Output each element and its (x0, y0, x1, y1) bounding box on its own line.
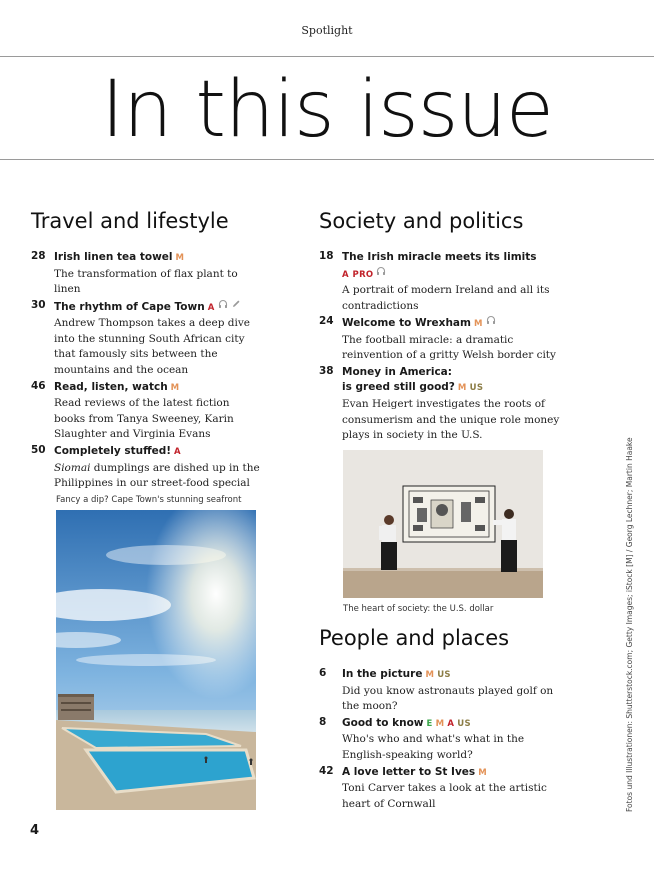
headphones-icon (486, 315, 496, 331)
list-item[interactable] (31, 250, 263, 298)
list-item[interactable] (319, 365, 564, 444)
top-divider (0, 56, 654, 57)
badge-us: US (457, 718, 471, 729)
entry-desc: Andrew Thompson takes a deep dive into the stunning South African city that famously sits between the mountains and the ocean (54, 317, 251, 376)
entry-title: A love letter to St Ives (342, 765, 476, 778)
list-item[interactable] (319, 315, 564, 364)
page-number: 46 (31, 379, 46, 392)
badge-m: M (175, 253, 185, 263)
list-item[interactable] (319, 667, 564, 715)
society-entries (319, 250, 564, 445)
badge-m: M (457, 383, 467, 394)
badge-a: A (342, 269, 349, 280)
pencil-icon (231, 299, 241, 315)
badge-e: E (426, 718, 433, 729)
list-item[interactable] (319, 716, 564, 764)
badge-us: US (469, 383, 484, 394)
entry-title: The rhythm of Cape Town (54, 300, 205, 313)
entry-title: Completely stuffed! (54, 444, 172, 457)
dollar-photo (343, 450, 543, 598)
page-number: 24 (319, 315, 334, 328)
entry-desc: The transformation of flax plant to linen (54, 267, 238, 296)
entry-title: Welcome to Wrexham (342, 316, 471, 329)
badge-pro: PRO (352, 269, 374, 280)
entry-title: The Irish miracle meets its limits (342, 251, 537, 263)
heading-society: Society and politics (319, 209, 524, 233)
caption-capetown: Fancy a dip? Cape Town's stunning seafront (56, 495, 242, 505)
list-item[interactable] (31, 444, 263, 492)
entry-title: Read, listen, watch (54, 380, 168, 393)
page-number: 8 (319, 715, 327, 728)
page-number: 50 (31, 443, 46, 456)
photo-credit: Fotos und Illustrationen: Shutterstock.com; Getty Images; iStock [M] / Georg Lechner; Martin Haake (625, 437, 634, 812)
page-number: 6 (319, 667, 327, 679)
capetown-photo (56, 510, 256, 810)
badge-us: US (437, 670, 451, 680)
list-item[interactable] (319, 250, 564, 314)
badge-m: M (425, 670, 435, 680)
page-number: 38 (319, 364, 334, 377)
badge-m: M (170, 382, 180, 393)
entry-desc-rest: dumplings are dished up in the Philippines in our street-food special (54, 461, 260, 490)
page-number: 28 (31, 250, 46, 262)
badge-a: A (174, 446, 181, 457)
caption-dollar: The heart of society: the U.S. dollar (343, 604, 494, 614)
badge-a: A (447, 718, 455, 729)
entry-title: Good to know (342, 716, 424, 729)
entry-desc: Evan Heigert investigates the roots of consumerism and the unique role money plays in society in the U.S. (342, 397, 560, 442)
travel-entries (31, 250, 263, 493)
entry-desc (54, 461, 263, 492)
badge-m: M (435, 718, 445, 729)
entry-title-2: is greed still good? (342, 381, 455, 394)
list-item[interactable] (319, 765, 564, 813)
entry-desc: Toni Carver takes a look at the artistic heart of Cornwall (342, 782, 547, 810)
entry-title: Money in America: (342, 365, 452, 378)
badge-m: M (478, 767, 487, 778)
entry-desc: Who's who and what's what in the English-speaking world? (342, 733, 525, 761)
entry-desc: Read reviews of the latest fiction books from Tanya Sweeney, Karin Slaughter and Virginia Evans (54, 397, 234, 441)
entry-desc-italic: Siomai (54, 461, 91, 474)
page-number: 42 (319, 764, 334, 777)
headphones-icon (218, 299, 228, 315)
entry-title: Irish linen tea towel (54, 251, 173, 263)
entry-title: In the picture (342, 668, 423, 680)
badge-a: A (207, 302, 215, 313)
list-item[interactable] (31, 380, 263, 443)
people-entries (319, 667, 564, 813)
entry-desc: A portrait of modern Ireland and all its contradictions (342, 283, 550, 312)
list-item[interactable] (31, 299, 263, 379)
page-number: 30 (31, 298, 46, 311)
badge-m: M (473, 318, 483, 329)
heading-people: People and places (319, 626, 510, 650)
heading-travel: Travel and lifestyle (31, 209, 229, 233)
page-title: In this issue (101, 65, 553, 155)
entry-desc: Did you know astronauts played golf on the moon? (342, 684, 554, 713)
headphones-icon (376, 266, 386, 282)
bottom-divider (0, 159, 654, 160)
section-kicker: Spotlight (301, 24, 353, 37)
entry-desc: The football miracle: a dramatic reinvention of a gritty Welsh border city (342, 333, 556, 362)
page-number-footer: 4 (30, 823, 40, 838)
page-number: 18 (319, 250, 334, 262)
